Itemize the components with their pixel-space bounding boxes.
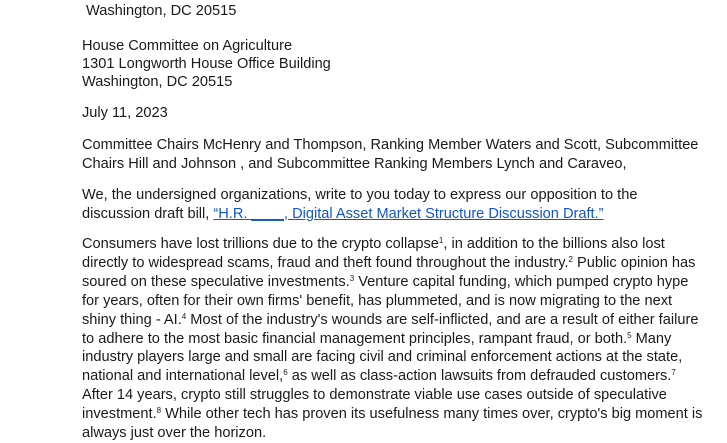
footnote-ref[interactable]: 1 (438, 236, 444, 245)
body-line: to adhere to the most basic financial management principles, rampant fraud, or both.$^5$ Many (82, 330, 672, 347)
salutation-line-1: Committee Chairs McHenry and Thompson, Ranking Member Waters and Scott, Subcommittee (82, 137, 699, 153)
recipient-street: 1301 Longworth House Office Building (82, 56, 331, 72)
sender-address-city: Washington, DC 20515 (86, 3, 237, 19)
recipient-city: Washington, DC 20515 (82, 74, 233, 90)
letter-date: July 11, 2023 (82, 105, 168, 121)
body-line: After 14 years, crypto still struggles to demonstrate viable use cases outside of speculative (82, 387, 667, 404)
body-line: directly to widespread scams, fraud and theft found throughout the industry.$^2$ Public opinion has (82, 254, 696, 271)
footnote-ref[interactable]: 5 (627, 330, 632, 340)
intro-line-2 (82, 205, 604, 223)
intro-line-2-prefix: discussion draft bill, (82, 206, 214, 222)
body-line: shiny thing - AI.$^4$ Most of the industry's wounds are self-inflicted, and are a result of either failure (82, 311, 699, 328)
body-line: industry players large and small are facing civil and criminal enforcement actions at the state, (82, 349, 683, 366)
footnote-ref[interactable]: 2 (568, 254, 573, 264)
body-line: always just over the horizon. (82, 425, 267, 442)
bill-link[interactable]: “H.R. ____, Digital Asset Market Structure Discussion Draft.” (213, 206, 604, 222)
body-line: Consumers have lost trillions due to the crypto collapse$^1$, in addition to the billions also lost (82, 236, 665, 252)
footnote-ref[interactable]: 6 (283, 368, 288, 378)
footnote-ref[interactable]: 7 (671, 368, 676, 378)
body-line: soured on these speculative investments.$^3$ Venture capital funding, which pumped crypto hype (82, 273, 689, 290)
body-line: national and international level,$^6$ as well as class-action lawsuits from defrauded customers.$^7$ (82, 368, 676, 385)
body-line: for years, often for their own firms' benefit, has plummeted, and is now migrating to the next (82, 292, 673, 309)
body-line: investment.$^8$ While other tech has proven its usefulness many times over, crypto's big moment is (82, 406, 703, 423)
recipient-name: House Committee on Agriculture (82, 38, 293, 54)
footnote-ref[interactable]: 8 (156, 406, 162, 416)
intro-line-1: We, the undersigned organizations, write to you today to express our opposition to the (82, 187, 638, 203)
footnote-ref[interactable]: 4 (181, 311, 187, 321)
body-paragraph (82, 235, 703, 443)
salutation-line-2: Chairs Hill and Johnson , and Subcommittee Ranking Members Lynch and Caraveo, (82, 156, 627, 172)
footnote-ref[interactable]: 3 (349, 273, 355, 283)
